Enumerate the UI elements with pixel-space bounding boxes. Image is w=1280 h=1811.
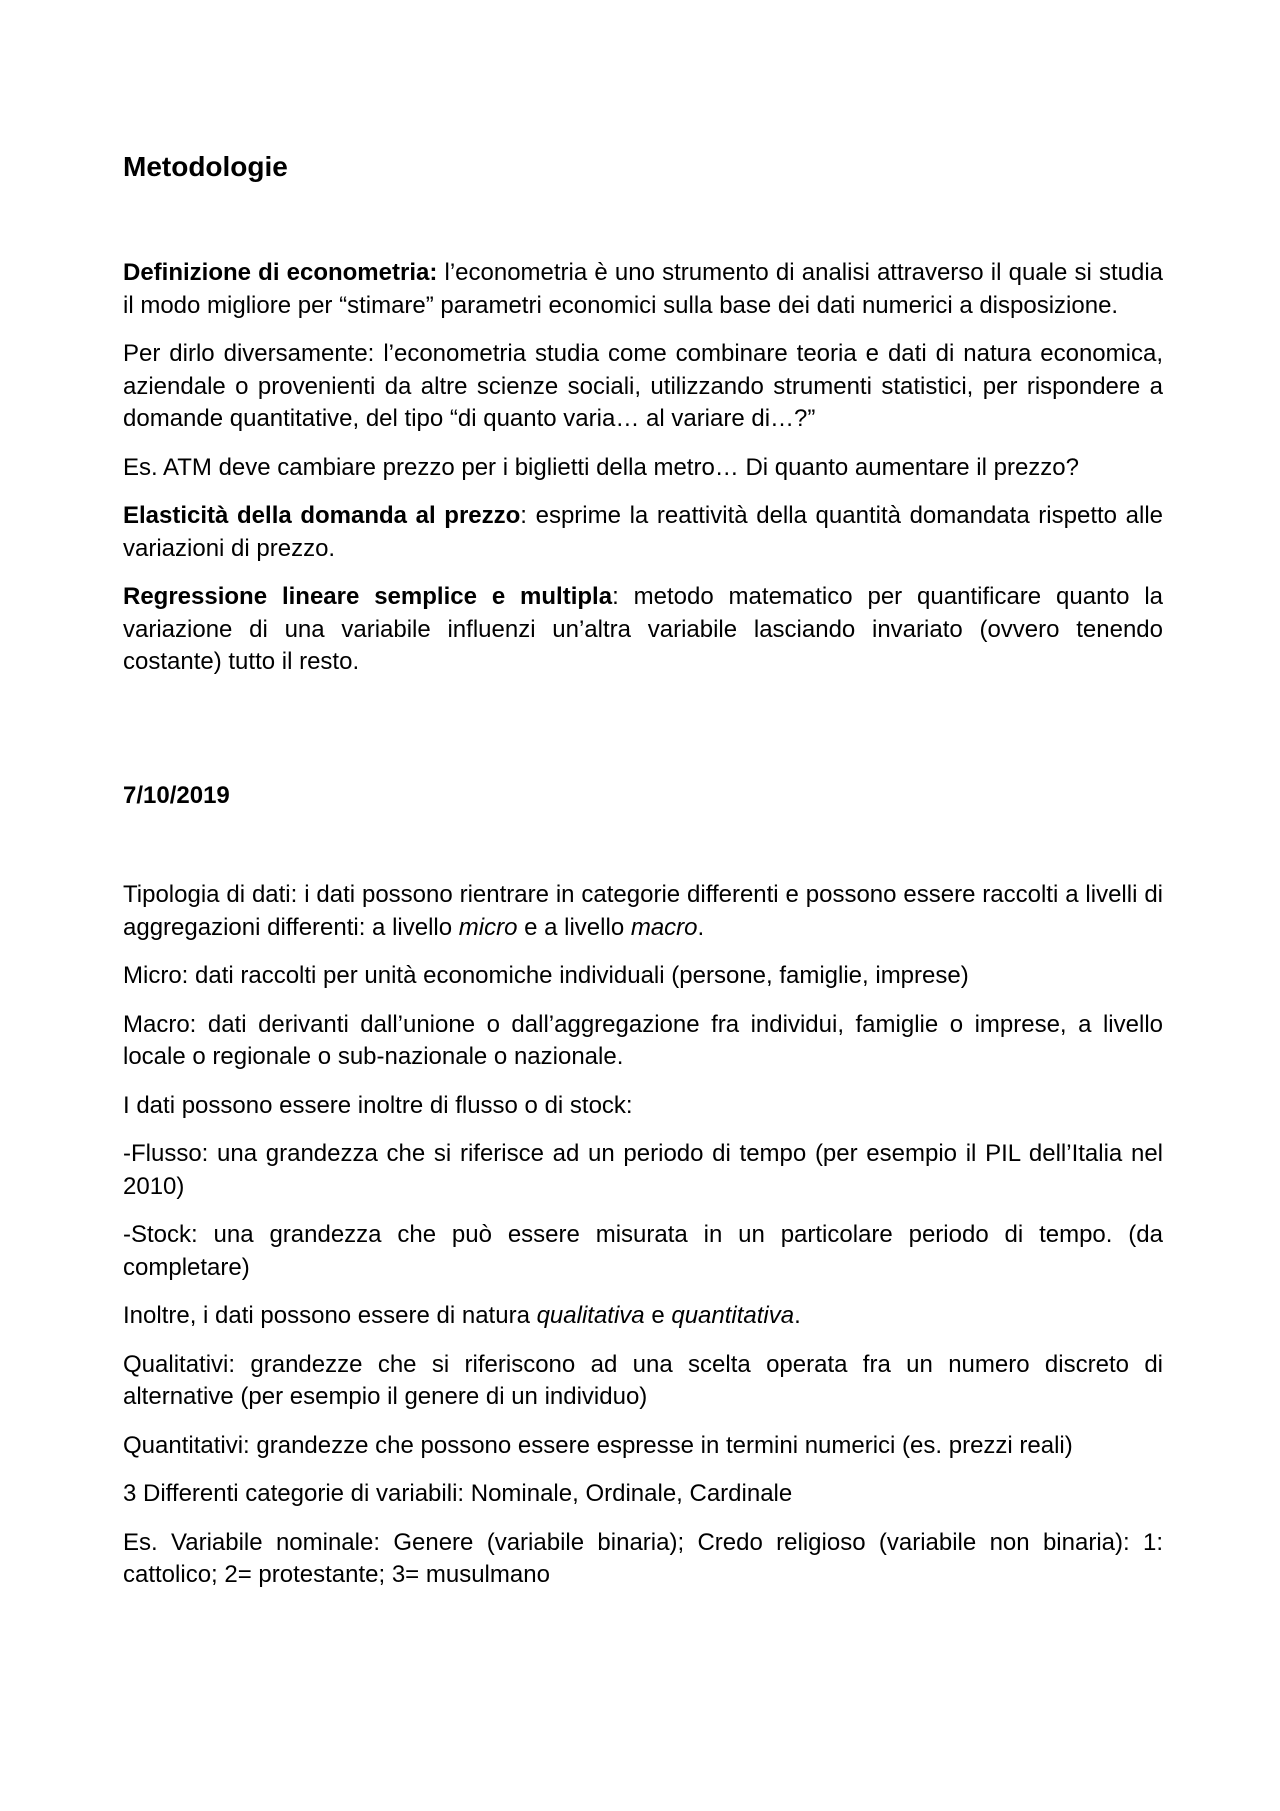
text-econometrics: l’econometria è uno strumento di analisi attraverso il quale si studia il modo migliore per “stimare” parametri economici sulla base dei dati numerici a disposizione. [123, 259, 1164, 319]
paragraph-data-typology [123, 879, 1163, 944]
text-quantitative-italic: quantitativa [671, 1302, 795, 1329]
text-nature-a: Inoltre, i dati possono essere di natura [123, 1302, 537, 1329]
paragraph-flow-stock: I dati possono essere inoltre di flusso o di stock: [123, 1091, 633, 1119]
text-typology-a: Tipologia di dati: i dati possono rientrare in categorie differenti e possono essere raccolti a livelli di aggregazioni differenti: a livello [123, 881, 1163, 941]
paragraph-nominal-example: Es. Variabile nominale: Genere (variabile binaria); Credo religioso (variabile non binaria): 1: cattolico; 2= protestante; 3= musulmano [123, 1528, 1163, 1588]
section-date: 7/10/2019 [123, 782, 230, 809]
text-nature-e: . [794, 1302, 801, 1329]
text-nature-c: e [644, 1302, 672, 1329]
section-intro [123, 257, 1163, 695]
page-title: Metodologie [123, 151, 288, 182]
paragraph-nature [123, 1300, 1163, 1333]
paragraph-regression [123, 581, 1163, 679]
text-typology-c: e a livello [517, 913, 631, 941]
paragraph-quantitative: Quantitativi: grandezze che possono essere espresse in termini numerici (es. prezzi reali) [123, 1431, 1073, 1459]
term-regression: Regressione lineare semplice e multipla [123, 583, 613, 610]
paragraph-flow: -Flusso: una grandezza che si riferisce ad un periodo di tempo (per esempio il PIL dell’Italia nel 2010) [123, 1140, 1163, 1200]
paragraph-variable-categories: 3 Differenti categorie di variabili: Nominale, Ordinale, Cardinale [123, 1480, 793, 1507]
term-elasticity: Elasticità della domanda al prezzo [123, 502, 521, 529]
paragraph-macro: Macro: dati derivanti dall’unione o dall’aggregazione fra individui, famiglie o imprese, a livello locale o regionale o sub-nazionale o nazionale. [123, 1010, 1163, 1070]
text-qualitative-italic: qualitativa [536, 1302, 645, 1329]
paragraph-elasticity [123, 500, 1163, 565]
term-econometrics: Definizione di econometria: [123, 259, 438, 286]
paragraph-micro: Micro: dati raccolti per unità economiche individuali (persone, famiglie, imprese) [123, 962, 969, 989]
text-macro-italic: macro [630, 913, 698, 941]
text-elasticity: : esprime la reattività della quantità domandata rispetto alle variazioni di prezzo. [123, 502, 1163, 562]
text-typology-e: . [697, 913, 705, 941]
paragraph-stock: -Stock: una grandezza che può essere misurata in un particolare periodo di tempo. (da completare) [123, 1221, 1163, 1281]
paragraph-example-atm: Es. ATM deve cambiare prezzo per i biglietti della metro… Di quanto aumentare il prezzo? [123, 453, 1080, 481]
text-micro-italic: micro [458, 913, 518, 941]
paragraph-qualitative: Qualitativi: grandezze che si riferiscono ad una scelta operata fra un numero discreto di alternative (per esempio il genere di un individuo) [123, 1350, 1163, 1410]
paragraph-rephrase: Per dirlo diversamente: l’econometria studia come combinare teoria e dati di natura economica, aziendale o provenienti da altre scienze sociali, utilizzando strumenti statistici, per rispondere a domande quantitative, del tipo “di quanto varia… al variare di…?” [123, 340, 1163, 432]
section-data-types [123, 879, 1163, 1608]
text-regression: : metodo matematico per quantificare quanto la variazione di una variabile influenzi un’altra variabile lasciando invariato (ovvero tenendo costante) tutto il resto. [123, 583, 1163, 675]
paragraph-econometrics-definition [123, 257, 1163, 322]
